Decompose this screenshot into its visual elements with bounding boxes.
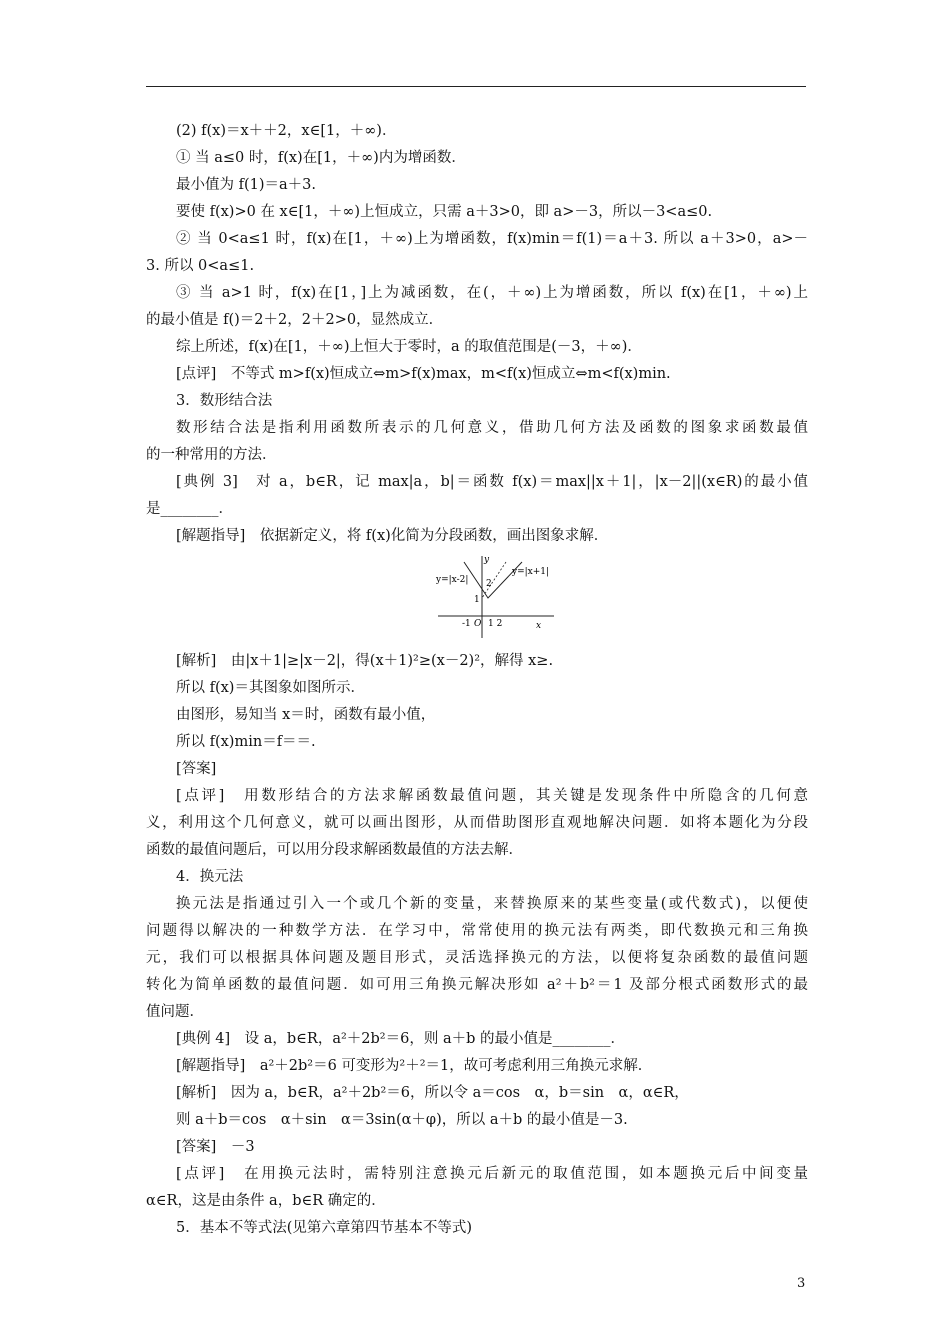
graph-svg	[426, 552, 556, 640]
tick-label-2: 2	[486, 579, 492, 589]
text-line: [解析] 因为 a，b∈R，a²＋2b²＝6，所以令 a＝cos α，b＝sin α，α∈R，	[176, 1085, 689, 1101]
text-line: 函数的最值问题后，可以用分段求解函数最值的方法去解．	[146, 842, 523, 858]
text-line: 要使 f(x)>0 在 x∈[1，＋∞)上恒成立，只需 a＋3>0，即 a>－3，所以－3<a≤0.	[176, 204, 713, 220]
header-rule	[146, 86, 806, 87]
text-line: ③ 当 a>1 时，f(x)在[1，]上为减函数，在(，＋∞)上为增函数，所以 f(x)在[1，＋∞)上	[176, 285, 808, 301]
graph-label-right: y=|x+1|	[512, 567, 550, 577]
function-graph-figure	[146, 552, 808, 642]
text-line: 转化为简单函数的最值问题．如可用三角换元解决形如 a²＋b²＝1 及部分根式函数形式的最	[146, 977, 808, 993]
y-axis-label: y	[484, 555, 490, 565]
text-line: [典例 4] 设 a，b∈R，a²＋2b²＝6，则 a＋b 的最小值是________．	[176, 1031, 625, 1047]
text-line: [解题指导] 依据新定义，将 f(x)化简为分段函数，画出图象求解．	[176, 528, 609, 544]
tick-labels-right: 1 2	[488, 619, 503, 629]
section-heading: 3．数形结合法	[176, 393, 273, 409]
text-line: 值问题．	[146, 1004, 204, 1020]
section-heading: 4．换元法	[176, 869, 244, 885]
text-line: 数形结合法是指利用函数所表示的几何意义，借助几何方法及函数的图象求函数最值	[176, 420, 808, 436]
text-line: 的一种常用的方法．	[146, 447, 277, 463]
tick-label-1: 1	[474, 595, 480, 605]
text-line: 问题得以解决的一种数学方法．在学习中，常常使用的换元法有两类，即代数换元和三角换	[146, 923, 808, 939]
origin-label: O	[474, 619, 482, 629]
text-line: [点评] 用数形结合的方法求解函数最值问题，其关键是发现条件中所隐含的几何意	[176, 788, 808, 804]
text-line: 由图形，易知当 x＝时，函数有最小值，	[176, 707, 436, 723]
section-heading: 5．基本不等式法(见第六章第四节基本不等式)	[176, 1220, 473, 1236]
text-line: α∈R，这是由条件 a，b∈R 确定的．	[146, 1193, 386, 1209]
text-line: [点评] 不等式 m>f(x)恒成立⇔m>f(x)max，m<f(x)恒成立⇔m<f(x)min.	[176, 366, 671, 382]
x-axis-label: x	[536, 621, 542, 631]
text-line: ② 当 0<a≤1 时，f(x)在[1，＋∞)上为增函数，f(x)min＝f(1)＝a＋3. 所以 a＋3>0，a>－	[176, 231, 808, 247]
text-line: 则 a＋b＝cos α＋sin α＝3sin(α＋φ)，所以 a＋b 的最小值是－3.	[176, 1112, 628, 1128]
page-body	[146, 118, 808, 1242]
text-line: ① 当 a≤0 时，f(x)在[1，＋∞)内为增函数．	[176, 150, 466, 166]
text-line: 元，我们可以根据具体问题及题目形式，灵活选择换元的方法，以便将复杂函数的最值问题	[146, 950, 808, 966]
text-line: 换元法是指通过引入一个或几个新的变量，来替换原来的某些变量(或代数式)，以便使	[176, 896, 808, 912]
text-line: [典例 3] 对 a，b∈R，记 max|a，b|＝函数 f(x)＝max||x＋1|，|x－2||(x∈R)的最小值	[176, 474, 808, 490]
text-line: [答案]	[176, 761, 217, 777]
text-line: 义，利用这个几何意义，就可以画出图形，从而借助图形直观地解决问题．如将本题化为分段	[146, 815, 808, 831]
text-line: (2) f(x)＝x＋＋2，x∈[1，＋∞)．	[176, 123, 397, 139]
text-line: 所以 f(x)min＝f＝＝.	[176, 734, 316, 750]
page-number: 3	[797, 1276, 806, 1291]
text-line: 所以 f(x)＝其图象如图所示．	[176, 680, 365, 696]
text-line: [解题指导] a²＋2b²＝6 可变形为²＋²＝1，故可考虑利用三角换元求解．	[176, 1058, 653, 1074]
text-line: 是________．	[146, 501, 233, 517]
text-line: 最小值为 f(1)＝a＋3.	[176, 177, 316, 193]
text-line: 的最小值是 f()＝2＋2，2＋2>0，显然成立．	[146, 312, 444, 328]
graph-label-left: y=|x-2|	[436, 575, 469, 585]
text-line: [解析] 由|x＋1|≥|x－2|，得(x＋1)²≥(x－2)²，解得 x≥.	[176, 653, 554, 669]
tick-label-neg1: -1	[462, 619, 471, 629]
text-line: [点评] 在用换元法时，需特别注意换元后新元的取值范围，如本题换元后中间变量	[176, 1166, 808, 1182]
text-line: 3. 所以 0<a≤1.	[146, 258, 255, 274]
text-line: [答案] －3	[176, 1139, 255, 1155]
text-line: 综上所述，f(x)在[1，＋∞)上恒大于零时，a 的取值范围是(－3，＋∞)．	[176, 339, 642, 355]
